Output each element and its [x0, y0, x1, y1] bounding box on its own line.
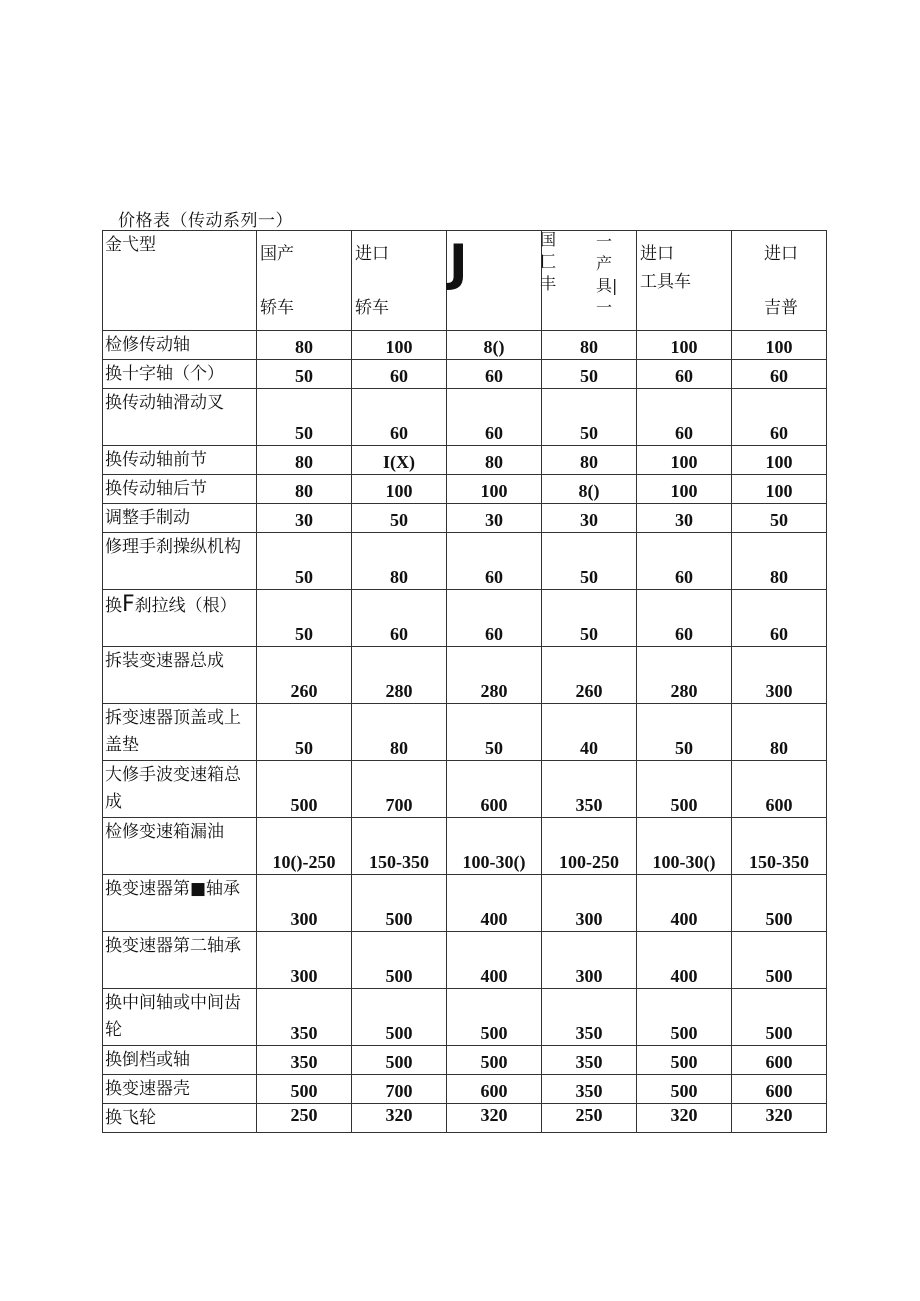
row-label: 换传动轴滑动叉 [105, 393, 224, 413]
row-label [103, 590, 256, 620]
price-cell: 500 [290, 795, 318, 815]
table-row [103, 761, 827, 818]
row-label: 换变速器壳 [105, 1079, 190, 1099]
row-label: 换倒档或轴 [105, 1050, 190, 1070]
price-cell: 300 [575, 966, 603, 986]
table-row [103, 647, 827, 704]
price-cell: 40 [580, 738, 598, 758]
price-cell: 300 [290, 966, 318, 986]
price-cell: 100 [765, 481, 793, 501]
price-cell: 250 [290, 1105, 318, 1125]
header-corner-label: 金弋型 [105, 235, 156, 255]
header-col-4 [542, 231, 637, 331]
price-cell: 500 [480, 1052, 508, 1072]
row-label: 大修手波变速箱总成 [105, 765, 241, 812]
price-cell: 50 [770, 510, 788, 530]
row-label-prefix: 换 [105, 596, 122, 616]
price-cell: 8() [578, 481, 600, 501]
price-cell: 500 [480, 1023, 508, 1043]
price-cell: 320 [385, 1105, 413, 1125]
price-cell: 500 [385, 1052, 413, 1072]
table-row [103, 533, 827, 590]
price-cell: 30 [675, 510, 693, 530]
price-cell: 80 [295, 481, 313, 501]
price-cell: 500 [765, 909, 793, 929]
price-cell: 350 [575, 1023, 603, 1043]
row-label: 拆装变速器总成 [105, 651, 224, 671]
table-row [103, 818, 827, 875]
price-cell: 320 [670, 1105, 698, 1125]
header-col-1-bottom: 轿车 [260, 298, 294, 318]
header-col-3 [447, 231, 542, 331]
price-cell: 150-350 [749, 852, 809, 872]
price-cell: 250 [575, 1105, 603, 1125]
row-label: 换变速器第■轴承 [105, 879, 241, 899]
price-cell: 350 [575, 1081, 603, 1101]
row-label-suffix: 刹拉线（根） [134, 596, 237, 616]
price-cell: 60 [485, 366, 503, 386]
row-label: 检修变速箱漏油 [105, 822, 224, 842]
price-cell: 80 [295, 452, 313, 472]
price-cell: 300 [290, 909, 318, 929]
row-label-glyph: F [122, 592, 135, 617]
row-label: 换变速器第二轴承 [105, 936, 241, 956]
price-cell: 60 [390, 624, 408, 644]
price-cell: 150-350 [369, 852, 429, 872]
price-cell: 500 [385, 966, 413, 986]
price-cell: 50 [295, 624, 313, 644]
price-cell: 100 [765, 337, 793, 357]
price-cell: 500 [670, 1052, 698, 1072]
header-col-5-top: 进口 [640, 244, 674, 264]
price-cell: 100 [385, 337, 413, 357]
table-row [103, 1046, 827, 1075]
row-label: 换传动轴后节 [105, 479, 207, 499]
price-cell: 400 [480, 966, 508, 986]
table-row [103, 389, 827, 446]
price-cell: 400 [670, 909, 698, 929]
price-cell: 50 [580, 423, 598, 443]
price-cell: 60 [485, 423, 503, 443]
table-row [103, 875, 827, 932]
price-cell: 320 [480, 1105, 508, 1125]
price-cell: 60 [675, 624, 693, 644]
price-cell: 500 [290, 1081, 318, 1101]
table-caption: 价格表（传动系列一） [118, 211, 293, 231]
price-cell: 100 [670, 481, 698, 501]
price-cell: 700 [385, 795, 413, 815]
price-cell: 60 [675, 423, 693, 443]
price-cell: 50 [675, 738, 693, 758]
price-cell: 600 [765, 1052, 793, 1072]
price-cell: 60 [390, 366, 408, 386]
row-label: 换中间轴或中间齿轮 [105, 993, 241, 1040]
price-cell: 60 [485, 567, 503, 587]
price-cell: 260 [575, 681, 603, 701]
header-row [103, 231, 827, 331]
price-cell: 30 [295, 510, 313, 530]
table-row [103, 932, 827, 989]
price-cell: 80 [485, 452, 503, 472]
price-cell: 500 [670, 795, 698, 815]
table-row [103, 590, 827, 647]
price-cell: 80 [580, 452, 598, 472]
price-cell: 600 [765, 1081, 793, 1101]
header-col-2-bottom: 轿车 [355, 298, 389, 318]
table-row [103, 475, 827, 504]
price-cell: 100-30() [652, 852, 716, 872]
price-cell: 50 [295, 366, 313, 386]
price-cell: 50 [580, 366, 598, 386]
price-cell: 30 [580, 510, 598, 530]
price-cell: 100 [480, 481, 508, 501]
price-cell: 80 [580, 337, 598, 357]
price-cell: 80 [390, 738, 408, 758]
price-cell: 600 [480, 1081, 508, 1101]
price-cell: 320 [765, 1105, 793, 1125]
table-row [103, 331, 827, 360]
price-cell: 50 [390, 510, 408, 530]
price-cell: 400 [670, 966, 698, 986]
price-cell: 60 [485, 624, 503, 644]
price-cell: 50 [295, 423, 313, 443]
header-col-6 [732, 231, 827, 331]
row-label: 换十字轴（个） [105, 364, 224, 384]
price-cell: 350 [575, 795, 603, 815]
row-label: 修理手刹操纵机构 [105, 537, 241, 557]
header-col-5 [637, 231, 732, 331]
price-cell: 100 [765, 452, 793, 472]
price-cell: 500 [670, 1081, 698, 1101]
price-table [102, 230, 827, 1133]
price-cell: 300 [575, 909, 603, 929]
price-cell: 80 [770, 738, 788, 758]
price-cell: 280 [385, 681, 413, 701]
header-col-1 [257, 231, 352, 331]
price-cell: 8() [483, 337, 505, 357]
table-row [103, 504, 827, 533]
table-row [103, 360, 827, 389]
price-cell: 10()-250 [272, 852, 336, 872]
price-cell: 350 [290, 1023, 318, 1043]
price-cell: 500 [385, 1023, 413, 1043]
price-cell: 50 [580, 624, 598, 644]
price-cell: 280 [480, 681, 508, 701]
price-cell: 30 [485, 510, 503, 530]
row-label: 拆变速器顶盖或上盖垫 [105, 708, 241, 755]
header-col-2-top: 进口 [355, 244, 389, 264]
price-cell: 400 [480, 909, 508, 929]
price-cell: I(X) [383, 452, 415, 472]
row-label: 换传动轴前节 [105, 450, 207, 470]
price-cell: 500 [385, 909, 413, 929]
price-cell: 350 [575, 1052, 603, 1072]
header-col-4-left-text: 国匚丰 [540, 230, 557, 293]
header-col-1-top: 国产 [260, 244, 294, 264]
price-cell: 60 [770, 624, 788, 644]
header-col-2 [352, 231, 447, 331]
header-col-5-middle: 工具车 [640, 272, 691, 292]
price-cell: 100 [670, 452, 698, 472]
price-cell: 80 [390, 567, 408, 587]
row-label: 调整手制动 [105, 508, 190, 528]
price-cell: 700 [385, 1081, 413, 1101]
price-cell: 50 [485, 738, 503, 758]
price-cell: 500 [765, 966, 793, 986]
price-cell: 100-250 [559, 852, 619, 872]
table-row [103, 704, 827, 761]
price-cell: 280 [670, 681, 698, 701]
header-col-6-top: 进口 [764, 244, 798, 264]
table-row [103, 989, 827, 1046]
row-label: 换飞轮 [105, 1108, 156, 1128]
header-col-4-right-text: 一产具|一 [596, 232, 618, 317]
price-cell: 260 [290, 681, 318, 701]
table-row [103, 1104, 827, 1133]
price-cell: 60 [390, 423, 408, 443]
price-cell: 60 [675, 366, 693, 386]
price-cell: 60 [770, 366, 788, 386]
price-cell: 50 [295, 738, 313, 758]
price-cell: 600 [765, 795, 793, 815]
price-cell: 60 [675, 567, 693, 587]
price-cell: 50 [295, 567, 313, 587]
price-cell: 350 [290, 1052, 318, 1072]
price-cell: 80 [770, 567, 788, 587]
row-label: 检修传动轴 [105, 335, 190, 355]
header-col-6-bottom: 吉普 [764, 298, 798, 318]
price-cell: 100-30() [462, 852, 526, 872]
price-cell: 50 [580, 567, 598, 587]
price-cell: 600 [480, 795, 508, 815]
header-col-3-glyph: J [449, 234, 468, 292]
price-cell: 100 [670, 337, 698, 357]
header-corner-cell [103, 231, 257, 331]
price-cell: 500 [765, 1023, 793, 1043]
price-cell: 80 [295, 337, 313, 357]
price-cell: 100 [385, 481, 413, 501]
table-row [103, 1075, 827, 1104]
price-cell: 60 [770, 423, 788, 443]
price-cell: 500 [670, 1023, 698, 1043]
table-row [103, 446, 827, 475]
price-cell: 300 [765, 681, 793, 701]
